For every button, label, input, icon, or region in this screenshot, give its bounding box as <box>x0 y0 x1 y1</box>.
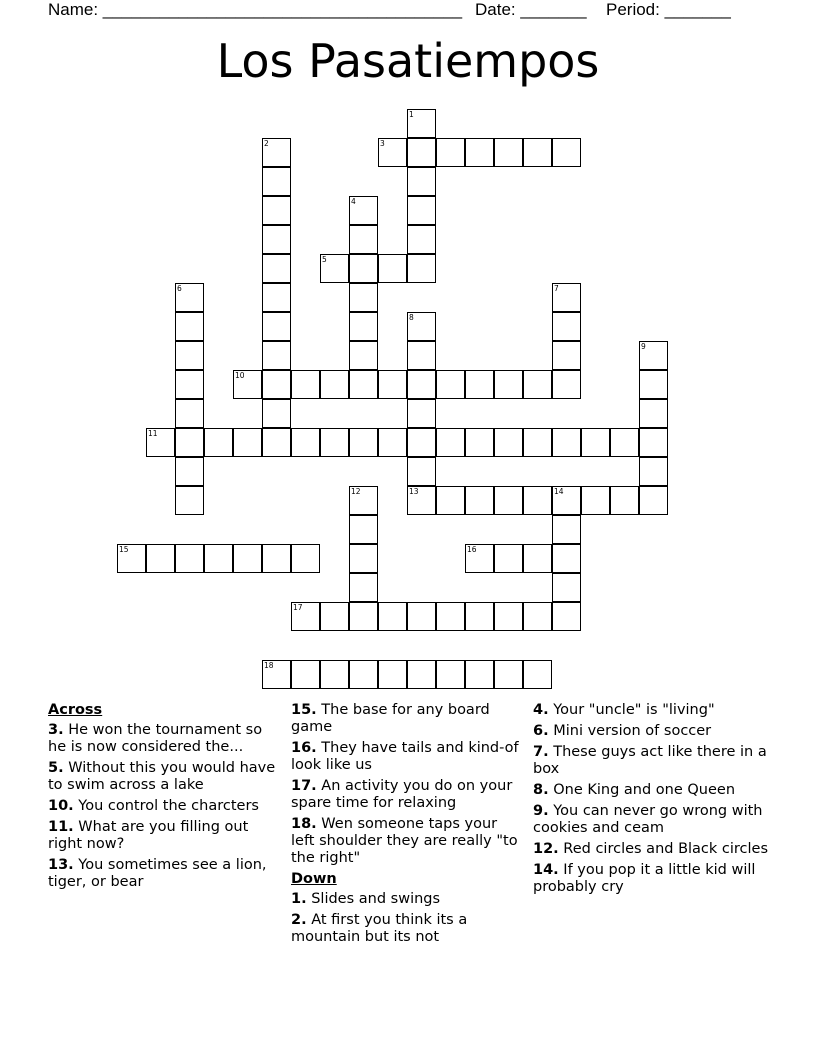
crossword-cell[interactable] <box>349 544 378 573</box>
crossword-cell[interactable] <box>175 341 204 370</box>
clue-number-label: 10 <box>235 371 245 380</box>
clue-number-label: 4 <box>351 197 356 206</box>
crossword-cell[interactable] <box>378 602 407 631</box>
crossword-cell[interactable] <box>407 602 436 631</box>
crossword-cell[interactable] <box>523 602 552 631</box>
clue-text: Slides and swings <box>311 891 441 907</box>
crossword-cell[interactable] <box>175 544 204 573</box>
crossword-cell[interactable] <box>581 486 610 515</box>
clue-number: 15. <box>291 702 317 718</box>
period-field-label[interactable]: Period: _______ <box>606 0 731 19</box>
crossword-cell[interactable] <box>494 486 523 515</box>
clue-number: 1. <box>291 891 307 907</box>
clue-number-label: 5 <box>322 255 327 264</box>
clue-number-label: 15 <box>119 545 129 554</box>
crossword-cell[interactable] <box>610 486 639 515</box>
crossword-cell[interactable] <box>465 486 494 515</box>
clue-number-label: 11 <box>148 429 158 438</box>
crossword-cell[interactable] <box>465 602 494 631</box>
crossword-cell[interactable] <box>349 341 378 370</box>
crossword-cell[interactable] <box>552 312 581 341</box>
crossword-cell[interactable] <box>407 138 436 167</box>
crossword-cell[interactable] <box>436 138 465 167</box>
crossword-cell[interactable] <box>146 428 175 457</box>
crossword-cell[interactable] <box>175 312 204 341</box>
crossword-cell[interactable] <box>349 602 378 631</box>
crossword-cell[interactable] <box>523 428 552 457</box>
down-heading: Down <box>291 871 337 887</box>
crossword-cell[interactable] <box>407 312 436 341</box>
crossword-cell[interactable] <box>436 370 465 399</box>
crossword-cell[interactable] <box>552 341 581 370</box>
crossword-cell[interactable] <box>262 428 291 457</box>
crossword-cell[interactable] <box>378 370 407 399</box>
clue-text: One King and one Queen <box>553 782 736 798</box>
clue-number: 7. <box>533 744 549 760</box>
crossword-cell[interactable] <box>349 312 378 341</box>
crossword-cell[interactable] <box>494 138 523 167</box>
crossword-cell[interactable] <box>349 428 378 457</box>
crossword-cell[interactable] <box>262 254 291 283</box>
crossword-cell[interactable] <box>552 370 581 399</box>
crossword-cell[interactable] <box>407 660 436 689</box>
crossword-cell[interactable] <box>262 283 291 312</box>
crossword-cell[interactable] <box>291 602 320 631</box>
crossword-cell[interactable] <box>349 370 378 399</box>
clue-across-15 <box>291 702 521 736</box>
clue-number: 13. <box>48 857 74 873</box>
clue-number: 6. <box>533 723 549 739</box>
clue-number: 8. <box>533 782 549 798</box>
crossword-cell[interactable] <box>320 660 349 689</box>
clue-down-6 <box>533 723 773 740</box>
crossword-cell[interactable] <box>175 399 204 428</box>
crossword-cell[interactable] <box>175 457 204 486</box>
clue-down-1 <box>291 891 521 908</box>
crossword-cell[interactable] <box>378 254 407 283</box>
crossword-cell[interactable] <box>552 283 581 312</box>
clue-number: 2. <box>291 912 307 928</box>
clue-down-9 <box>533 803 773 837</box>
crossword-cell[interactable] <box>291 370 320 399</box>
crossword-cell[interactable] <box>262 399 291 428</box>
clue-number-label: 3 <box>380 139 385 148</box>
clue-across-17 <box>291 778 521 812</box>
crossword-cell[interactable] <box>320 428 349 457</box>
crossword-cell[interactable] <box>552 573 581 602</box>
clue-number-label: 8 <box>409 313 414 322</box>
crossword-cell[interactable] <box>407 225 436 254</box>
name-field-label[interactable]: Name: ______________________________________ <box>48 0 463 19</box>
crossword-cell[interactable] <box>349 225 378 254</box>
clue-text: He won the tournament so he is now considered the... <box>48 722 263 755</box>
crossword-cell[interactable] <box>233 544 262 573</box>
crossword-cell[interactable] <box>291 544 320 573</box>
crossword-cell[interactable] <box>552 486 581 515</box>
crossword-cell[interactable] <box>204 428 233 457</box>
crossword-cell[interactable] <box>523 544 552 573</box>
crossword-cell[interactable] <box>262 370 291 399</box>
crossword-cell[interactable] <box>465 428 494 457</box>
crossword-cell[interactable] <box>407 341 436 370</box>
crossword-cell[interactable] <box>262 138 291 167</box>
crossword-cell[interactable] <box>494 428 523 457</box>
crossword-cell[interactable] <box>639 486 668 515</box>
crossword-cell[interactable] <box>262 167 291 196</box>
crossword-cell[interactable] <box>262 196 291 225</box>
clue-text: Mini version of soccer <box>553 723 712 739</box>
crossword-cell[interactable] <box>639 341 668 370</box>
crossword-cell[interactable] <box>494 370 523 399</box>
crossword-cell[interactable] <box>523 486 552 515</box>
crossword-cell[interactable] <box>465 138 494 167</box>
crossword-cell[interactable] <box>610 428 639 457</box>
crossword-cell[interactable] <box>581 428 610 457</box>
clue-number: 18. <box>291 816 317 832</box>
crossword-cell[interactable] <box>407 457 436 486</box>
crossword-cell[interactable] <box>320 602 349 631</box>
clue-text: The base for any board game <box>291 702 490 735</box>
clue-text: You can never go wrong with cookies and ceam <box>533 803 763 836</box>
crossword-cell[interactable] <box>552 602 581 631</box>
clue-text: If you pop it a little kid will probably cry <box>533 862 756 895</box>
crossword-cell[interactable] <box>175 370 204 399</box>
clue-number: 10. <box>48 798 74 814</box>
crossword-cell[interactable] <box>204 544 233 573</box>
crossword-cell[interactable] <box>639 399 668 428</box>
clue-down-2 <box>291 912 521 946</box>
crossword-cell[interactable] <box>523 370 552 399</box>
crossword-cell[interactable] <box>320 370 349 399</box>
clue-number: 9. <box>533 803 549 819</box>
crossword-cell[interactable] <box>436 428 465 457</box>
clue-number: 3. <box>48 722 64 738</box>
clue-number: 5. <box>48 760 64 776</box>
crossword-cell[interactable] <box>175 283 204 312</box>
crossword-cell[interactable] <box>465 660 494 689</box>
clue-number: 14. <box>533 862 559 878</box>
crossword-cell[interactable] <box>262 544 291 573</box>
clue-number-label: 14 <box>554 487 564 496</box>
crossword-cell[interactable] <box>407 428 436 457</box>
crossword-cell[interactable] <box>117 544 146 573</box>
crossword-cell[interactable] <box>175 486 204 515</box>
crossword-cell[interactable] <box>407 370 436 399</box>
clue-across-10 <box>48 798 278 815</box>
crossword-cell[interactable] <box>349 254 378 283</box>
crossword-cell[interactable] <box>349 283 378 312</box>
crossword-cell[interactable] <box>552 544 581 573</box>
clue-text: You control the charcters <box>78 798 259 814</box>
crossword-cell[interactable] <box>407 196 436 225</box>
clues-column-1 <box>48 700 278 895</box>
clue-down-8 <box>533 782 773 799</box>
crossword-cell[interactable] <box>378 660 407 689</box>
crossword-cell[interactable] <box>262 225 291 254</box>
clue-number-label: 7 <box>554 284 559 293</box>
crossword-cell[interactable] <box>552 138 581 167</box>
clue-number-label: 12 <box>351 487 361 496</box>
clue-across-16 <box>291 740 521 774</box>
crossword-cell[interactable] <box>291 660 320 689</box>
clue-number: 12. <box>533 841 559 857</box>
across-heading: Across <box>48 702 103 718</box>
crossword-cell[interactable] <box>349 573 378 602</box>
crossword-cell[interactable] <box>349 486 378 515</box>
crossword-cell[interactable] <box>407 167 436 196</box>
clue-text: These guys act like there in a box <box>533 744 767 777</box>
page-title: Los Pasatiempos <box>216 34 600 88</box>
clue-text: An activity you do on your spare time for relaxing <box>291 778 513 811</box>
crossword-cell[interactable] <box>349 196 378 225</box>
clue-text: They have tails and kind-of look like us <box>291 740 519 773</box>
crossword-cell[interactable] <box>494 602 523 631</box>
crossword-cell[interactable] <box>465 544 494 573</box>
clue-text: Without this you would have to swim across a lake <box>48 760 276 793</box>
crossword-cell[interactable] <box>349 515 378 544</box>
crossword-cell[interactable] <box>291 428 320 457</box>
clue-across-18 <box>291 816 521 867</box>
crossword-cell[interactable] <box>407 486 436 515</box>
clues-column-2 <box>291 700 521 950</box>
clue-down-12 <box>533 841 773 858</box>
crossword-cell[interactable] <box>233 370 262 399</box>
clue-down-4 <box>533 702 773 719</box>
crossword-cell[interactable] <box>320 254 349 283</box>
crossword-cell[interactable] <box>262 341 291 370</box>
clue-number-label: 18 <box>264 661 274 670</box>
crossword-cell[interactable] <box>262 660 291 689</box>
clue-number-label: 17 <box>293 603 303 612</box>
clue-across-11 <box>48 819 278 853</box>
clue-number-label: 16 <box>467 545 477 554</box>
crossword-cell[interactable] <box>407 109 436 138</box>
crossword-cell[interactable] <box>465 370 494 399</box>
clue-number: 4. <box>533 702 549 718</box>
crossword-cell[interactable] <box>639 428 668 457</box>
crossword-cell[interactable] <box>552 428 581 457</box>
crossword-cell[interactable] <box>378 428 407 457</box>
crossword-cell[interactable] <box>436 602 465 631</box>
clue-text: Wen someone taps your left shoulder they are really "to the right" <box>291 816 518 866</box>
crossword-cell[interactable] <box>407 399 436 428</box>
clue-across-13 <box>48 857 278 891</box>
crossword-cell[interactable] <box>523 660 552 689</box>
clue-number-label: 6 <box>177 284 182 293</box>
crossword-cell[interactable] <box>494 660 523 689</box>
crossword-cell[interactable] <box>494 544 523 573</box>
clue-across-5 <box>48 760 278 794</box>
clue-number: 11. <box>48 819 74 835</box>
clue-down-7 <box>533 744 773 778</box>
clues-column-3 <box>533 700 773 900</box>
crossword-cell[interactable] <box>436 660 465 689</box>
crossword-cell[interactable] <box>349 660 378 689</box>
crossword-cell[interactable] <box>146 544 175 573</box>
clue-text: What are you filling out right now? <box>48 819 249 852</box>
crossword-cell[interactable] <box>262 312 291 341</box>
crossword-cell[interactable] <box>233 428 262 457</box>
clue-across-3 <box>48 722 278 756</box>
clue-text: At first you think its a mountain but its not <box>291 912 468 945</box>
clue-text: Your "uncle" is "living" <box>553 702 715 718</box>
date-field-label[interactable]: Date: _______ <box>475 0 587 19</box>
crossword-cell[interactable] <box>175 428 204 457</box>
crossword-cell[interactable] <box>407 254 436 283</box>
clue-number-label: 2 <box>264 139 269 148</box>
crossword-cell[interactable] <box>639 457 668 486</box>
clue-number: 17. <box>291 778 317 794</box>
crossword-cell[interactable] <box>552 515 581 544</box>
clue-number-label: 9 <box>641 342 646 351</box>
crossword-cell[interactable] <box>639 370 668 399</box>
crossword-cell[interactable] <box>523 138 552 167</box>
crossword-cell[interactable] <box>378 138 407 167</box>
clue-down-14 <box>533 862 773 896</box>
clue-number: 16. <box>291 740 317 756</box>
clue-text: You sometimes see a lion, tiger, or bear <box>48 857 267 890</box>
clue-number-label: 1 <box>409 110 414 119</box>
crossword-cell[interactable] <box>436 486 465 515</box>
clue-number-label: 13 <box>409 487 419 496</box>
clue-text: Red circles and Black circles <box>563 841 769 857</box>
